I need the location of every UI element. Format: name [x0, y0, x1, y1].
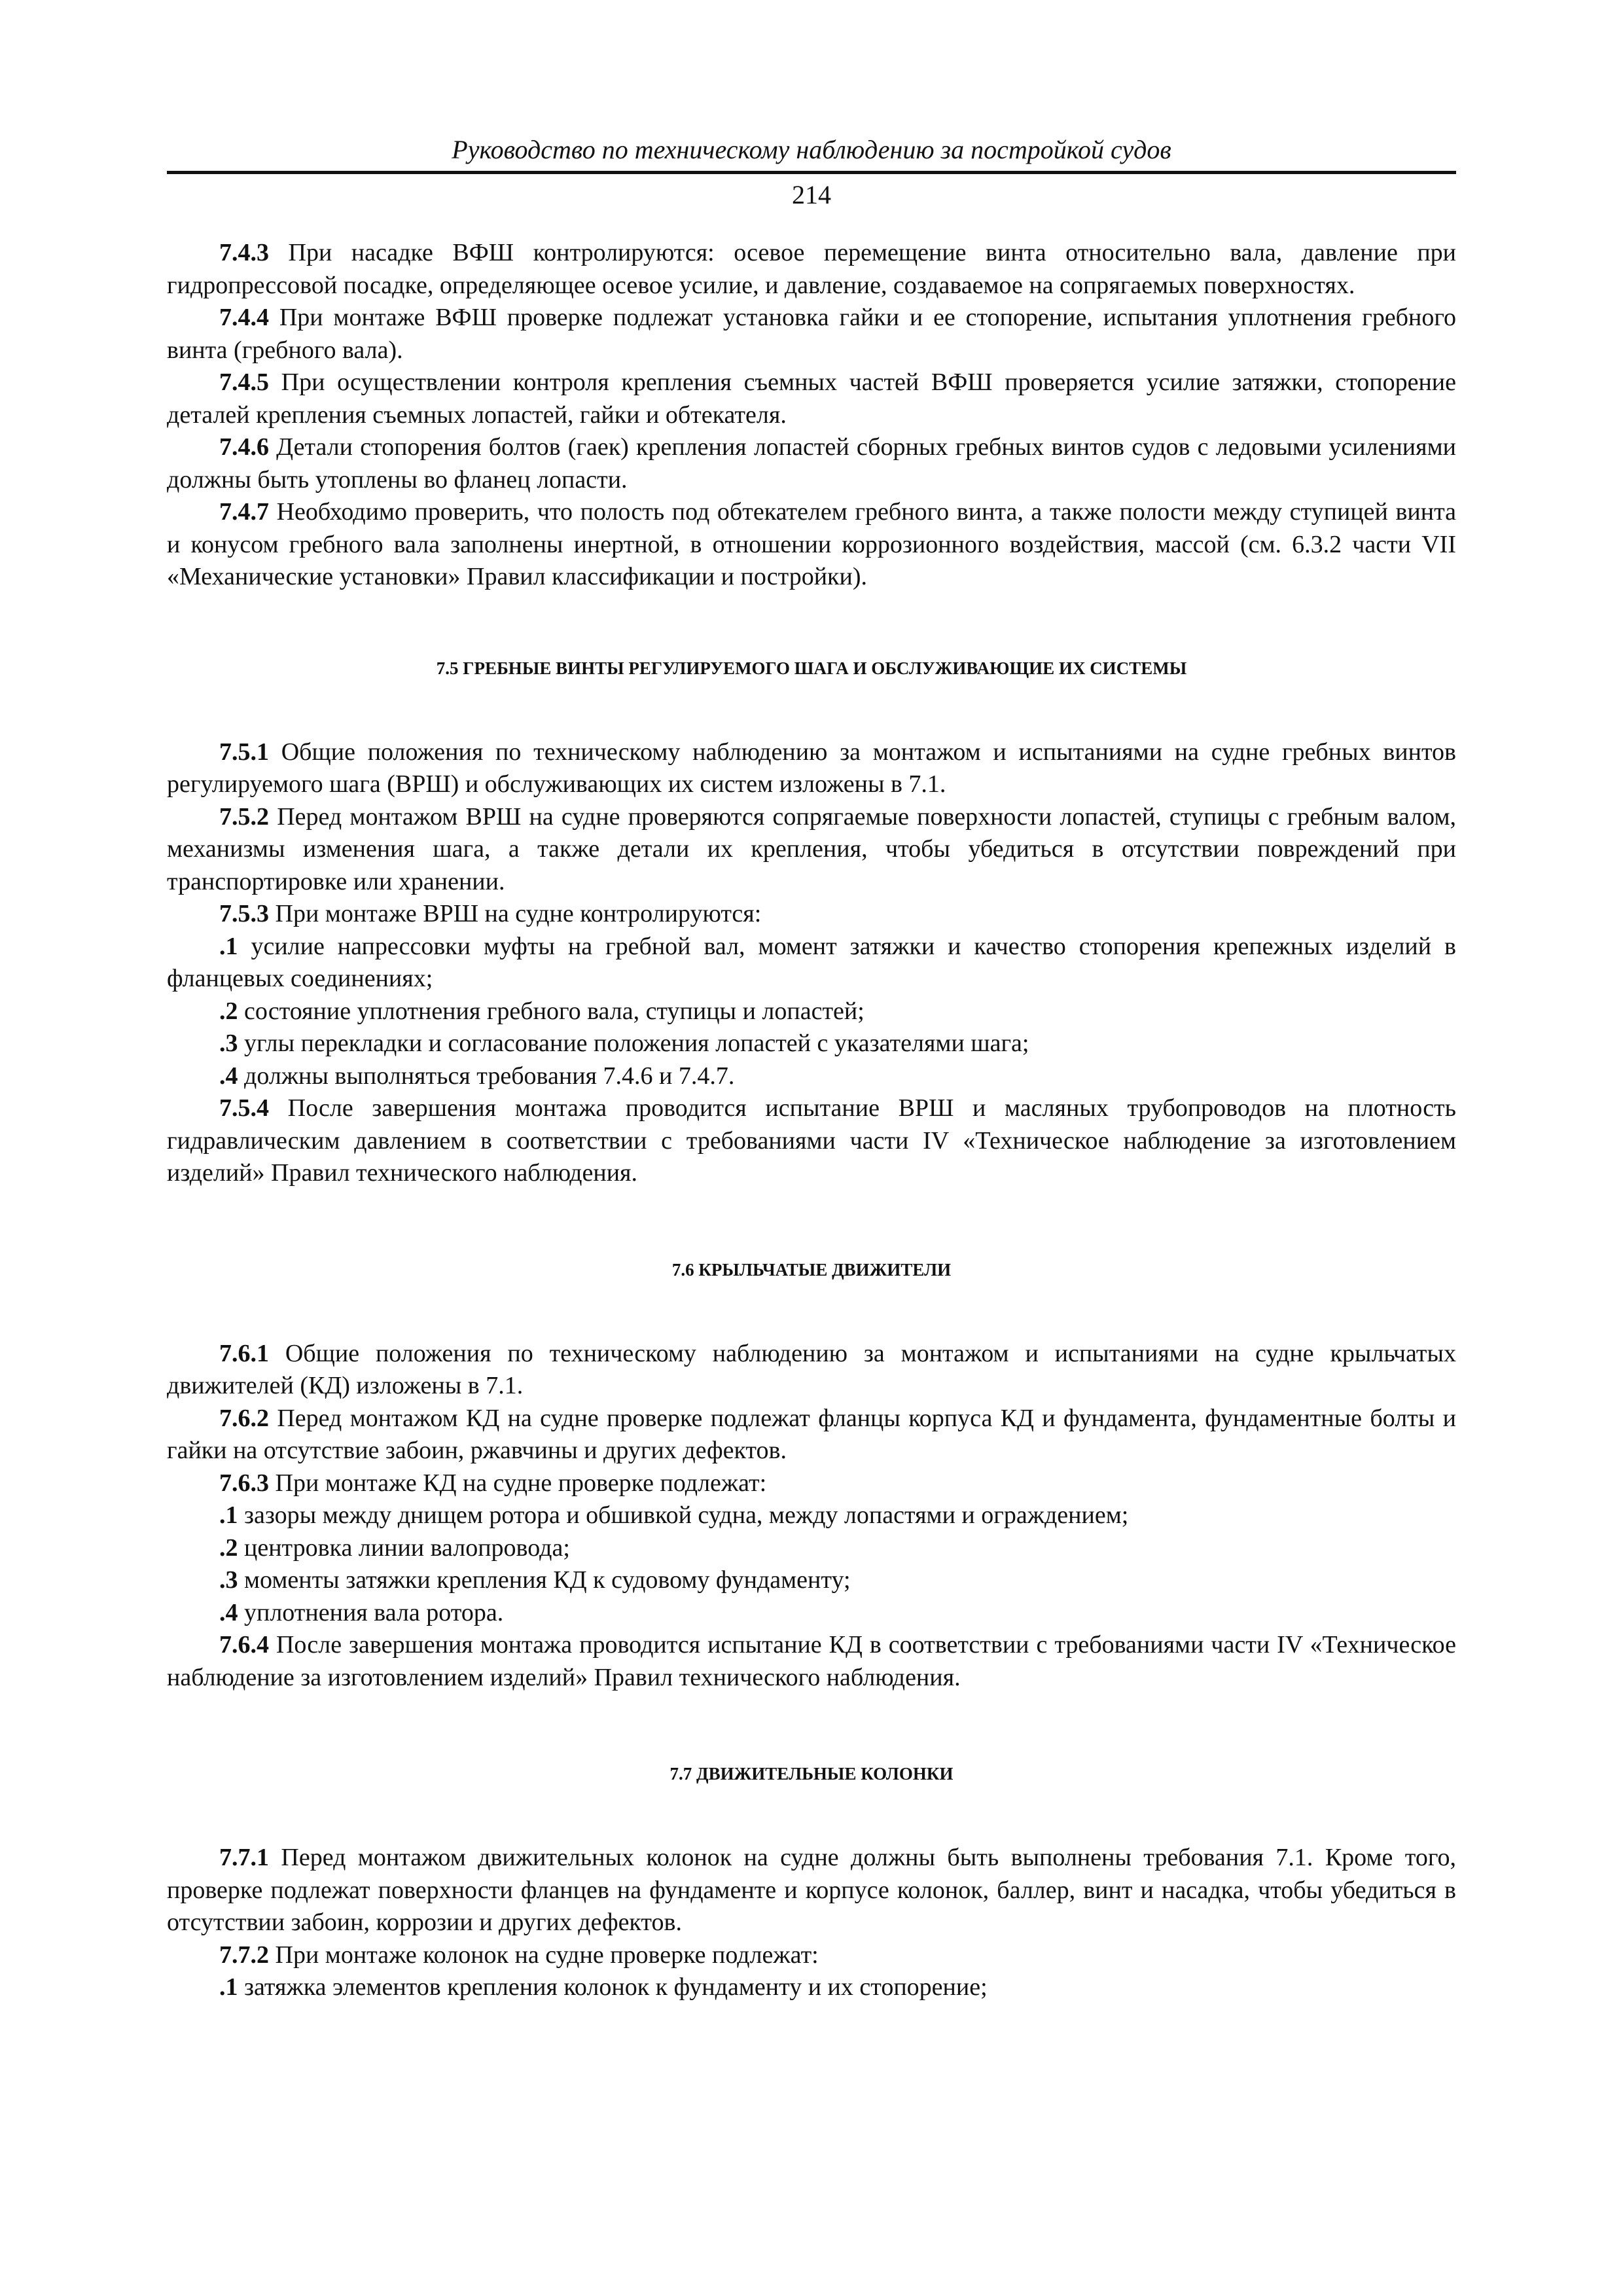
list-item-7-5-3-1: .1 усилие напрессовки муфты на гребной вал, момент затяжки и качество стопорения крепежных изделий в фланцевых соединениях; [167, 932, 1456, 992]
page-number: 214 [792, 180, 831, 209]
section-heading-7-7: 7.7 ДВИЖИТЕЛЬНЫЕ КОЛОНКИ [669, 1764, 954, 1784]
paragraph-7-6-1: 7.6.1 Общие положения по техническому наблюдению за монтажом и испытаниями на судне крыльчатых движителей (КД) изложены в 7.1. [167, 1339, 1456, 1399]
section-heading-7-6: 7.6 КРЫЛЬЧАТЫЕ ДВИЖИТЕЛИ [671, 1259, 952, 1280]
paragraph-7-5-1: 7.5.1 Общие положения по техническому наблюдению за монтажом и испытаниями на судне гребных винтов регулируемого шага (ВРШ) и обслуживающих их систем изложены в 7.1. [167, 738, 1456, 798]
section-heading-7-5: 7.5 ГРЕБНЫЕ ВИНТЫ РЕГУЛИРУЕМОГО ШАГА И ОБСЛУЖИВАЮЩИЕ ИХ СИСТЕМЫ [436, 658, 1187, 678]
paragraph-7-5-2: 7.5.2 Перед монтажом ВРШ на судне проверяются сопрягаемые поверхности лопастей, ступицы с гребным валом, механизмы изменения шага, а также детали их крепления, чтобы убедиться в отсутствии повреждений при транспортировке или хранении. [167, 802, 1456, 895]
list-item-7-5-3-2: .2 состояние уплотнения гребного вала, ступицы и лопастей; [219, 997, 865, 1025]
list-item-7-5-3-3: .3 углы перекладки и согласование положения лопастей с указателями шага; [219, 1030, 1029, 1057]
list-item-7-6-3-2: .2 центровка линии валопровода; [219, 1534, 570, 1562]
paragraph-7-7-2: 7.7.2 При монтаже колонок на судне проверке подлежат: [219, 1941, 819, 1969]
paragraph-7-4-4: 7.4.4 При монтаже ВФШ проверке подлежат установка гайки и ее стопорение, испытания уплотнения гребного винта (гребного вала). [167, 304, 1456, 364]
paragraph-7-7-1: 7.7.1 Перед монтажом движительных колонок на судне должны быть выполнены требования 7.1. Кроме того, проверке подлежат поверхности фланцев на фундаменте и корпусе колонок, баллер, винт и насадка, чтобы убедиться в отсутствии забоин, коррозии и других дефектов. [167, 1844, 1456, 1936]
paragraph-7-4-6: 7.4.6 Детали стопорения болтов (гаек) крепления лопастей сборных гребных винтов судов с ледовыми усилениями должны быть утоплены во фланец лопасти. [167, 433, 1456, 493]
list-item-7-7-2-1: .1 затяжка элементов крепления колонок к фундаменту и их стопорение; [219, 1973, 988, 2001]
paragraph-7-4-5: 7.4.5 При осуществлении контроля крепления съемных частей ВФШ проверяется усилие затяжки, стопорение деталей крепления съемных лопастей, гайки и обтекателя. [167, 368, 1456, 429]
list-item-7-5-3-4: .4 должны выполняться требования 7.4.6 и 7.4.7. [219, 1062, 735, 1090]
paragraph-7-4-3: 7.4.3 При насадке ВФШ контролируются: осевое перемещение винта относительно вала, давление при гидропрессовой посадке, определяющее осевое усилие, и давление, создаваемое на сопрягаемых поверхностях. [167, 239, 1456, 299]
page-content [167, 237, 1456, 2004]
paragraph-7-4-7: 7.4.7 Необходимо проверить, что полость под обтекателем гребного винта, а также полости между ступицей винта и конусом гребного вала заполнены инертной, в отношении коррозионного воздействия, массой (см. 6.3.2 части VII «Механические установки» Правил классификации и постройки). [167, 498, 1456, 590]
list-item-7-6-3-1: .1 зазоры между днищем ротора и обшивкой судна, между лопастями и ограждением; [219, 1501, 1129, 1529]
paragraph-7-6-4: 7.6.4 После завершения монтажа проводится испытание КД в соответствии с требованиями части IV «Техническое наблюдение за изготовлением изделий» Правил технического наблюдения. [167, 1631, 1456, 1691]
paragraph-7-6-2: 7.6.2 Перед монтажом КД на судне проверке подлежат фланцы корпуса КД и фундамента, фундаментные болты и гайки на отсутствие забоин, ржавчины и других дефектов. [167, 1404, 1456, 1464]
list-item-7-6-3-4: .4 уплотнения вала ротора. [219, 1598, 504, 1626]
list-item-7-6-3-3: .3 моменты затяжки крепления КД к судовому фундаменту; [219, 1566, 851, 1594]
document-page [167, 134, 1456, 2004]
header-rule [167, 171, 1456, 174]
running-header: Руководство по техническому наблюдению за постройкой судов [452, 135, 1171, 164]
paragraph-7-5-3: 7.5.3 При монтаже ВРШ на судне контролируются: [219, 900, 762, 927]
paragraph-7-5-4: 7.5.4 После завершения монтажа проводится испытание ВРШ и масляных трубопроводов на плотность гидравлическим давлением в соответствии с требованиями части IV «Техническое наблюдение за изготовлением изделий» Правил технического наблюдения. [167, 1094, 1456, 1187]
paragraph-7-6-3: 7.6.3 При монтаже КД на судне проверке подлежат: [219, 1469, 767, 1497]
